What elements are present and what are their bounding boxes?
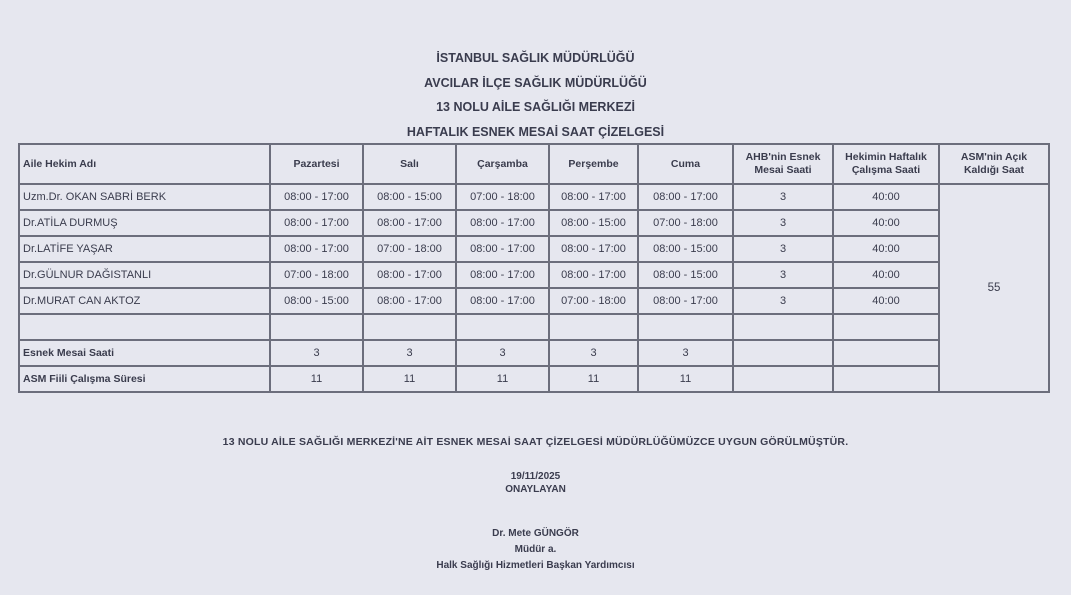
tuesday-hours: 07:00 - 18:00 (363, 236, 456, 262)
empty-row (19, 314, 1049, 340)
esnek-mesai-row (19, 340, 1049, 366)
fiili-thursday: 11 (549, 366, 638, 392)
fiili-monday: 11 (270, 366, 363, 392)
table-header-row (19, 144, 1049, 184)
fiili-wednesday: 11 (456, 366, 549, 392)
schedule-table (18, 143, 1050, 393)
empty-cell (549, 314, 638, 340)
empty-cell (19, 314, 270, 340)
col-header-asm-open-hours: ASM'nin Açık Kaldığı Saat (939, 144, 1049, 184)
monday-hours: 08:00 - 17:00 (270, 210, 363, 236)
doctor-name: Dr.MURAT CAN AKTOZ (19, 288, 270, 314)
monday-hours: 07:00 - 18:00 (270, 262, 363, 288)
col-header-ahb-flex-hours: AHB'nin Esnek Mesai Saati (733, 144, 833, 184)
fiili-tuesday: 11 (363, 366, 456, 392)
empty-cell (456, 314, 549, 340)
fiili-calisma-label: ASM Fiili Çalışma Süresi (19, 366, 270, 392)
wednesday-hours: 08:00 - 17:00 (456, 236, 549, 262)
col-header-thursday: Perşembe (549, 144, 638, 184)
tuesday-hours: 08:00 - 17:00 (363, 262, 456, 288)
document-header (0, 46, 1071, 144)
weekly-hours: 40:00 (833, 262, 939, 288)
monday-hours: 08:00 - 15:00 (270, 288, 363, 314)
signature-block (0, 470, 1071, 574)
table-row (19, 210, 1049, 236)
header-center: 13 NOLU AİLE SAĞLIĞI MERKEZİ (436, 100, 635, 114)
approval-date: 19/11/2025 (510, 471, 561, 482)
thursday-hours: 08:00 - 17:00 (549, 236, 638, 262)
fiili-friday: 11 (638, 366, 733, 392)
flex-hours: 3 (733, 210, 833, 236)
monday-hours: 08:00 - 17:00 (270, 184, 363, 210)
empty-cell (363, 314, 456, 340)
thursday-hours: 08:00 - 17:00 (549, 184, 638, 210)
table-row (19, 184, 1049, 210)
friday-hours: 07:00 - 18:00 (638, 210, 733, 236)
wednesday-hours: 08:00 - 17:00 (456, 288, 549, 314)
weekly-hours: 40:00 (833, 236, 939, 262)
approval-statement: 13 NOLU AİLE SAĞLIĞI MERKEZİ'NE AİT ESNEK MESAİ SAAT ÇİZELGESİ MÜDÜRLÜĞÜMÜZCE UYGUN GÖRÜLMÜŞTÜR. (222, 436, 849, 448)
thursday-hours: 08:00 - 17:00 (549, 262, 638, 288)
col-header-monday: Pazartesi (270, 144, 363, 184)
empty-cell (270, 314, 363, 340)
flex-hours: 3 (733, 184, 833, 210)
esnek-wednesday: 3 (456, 340, 549, 366)
doctor-name: Dr.ATİLA DURMUŞ (19, 210, 270, 236)
header-ministry: İSTANBUL SAĞLIK MÜDÜRLÜĞÜ (436, 51, 635, 65)
esnek-monday: 3 (270, 340, 363, 366)
empty-cell (833, 314, 939, 340)
asm-open-hours-value: 55 (939, 184, 1049, 392)
weekly-hours: 40:00 (833, 184, 939, 210)
empty-cell (733, 314, 833, 340)
doctor-name: Dr.LATİFE YAŞAR (19, 236, 270, 262)
tuesday-hours: 08:00 - 15:00 (363, 184, 456, 210)
approver-role: ONAYLAYAN (505, 484, 566, 495)
table-row (19, 262, 1049, 288)
empty-cell (833, 366, 939, 392)
thursday-hours: 07:00 - 18:00 (549, 288, 638, 314)
flex-hours: 3 (733, 236, 833, 262)
doctor-name: Uzm.Dr. OKAN SABRİ BERK (19, 184, 270, 210)
weekly-hours: 40:00 (833, 288, 939, 314)
flex-hours: 3 (733, 288, 833, 314)
monday-hours: 08:00 - 17:00 (270, 236, 363, 262)
col-header-wednesday: Çarşamba (456, 144, 549, 184)
col-header-weekly-hours: Hekimin Haftalık Çalışma Saati (833, 144, 939, 184)
esnek-thursday: 3 (549, 340, 638, 366)
empty-cell (638, 314, 733, 340)
header-district: AVCILAR İLÇE SAĞLIK MÜDÜRLÜĞÜ (424, 75, 647, 90)
doctor-name: Dr.GÜLNUR DAĞISTANLI (19, 262, 270, 288)
wednesday-hours: 08:00 - 17:00 (456, 210, 549, 236)
signatory-office: Halk Sağlığı Hizmetleri Başkan Yardımcısı (436, 560, 635, 571)
col-header-tuesday: Salı (363, 144, 456, 184)
tuesday-hours: 08:00 - 17:00 (363, 210, 456, 236)
esnek-tuesday: 3 (363, 340, 456, 366)
empty-cell (833, 340, 939, 366)
signatory-name: Dr. Mete GÜNGÖR (492, 528, 579, 539)
thursday-hours: 08:00 - 15:00 (549, 210, 638, 236)
friday-hours: 08:00 - 15:00 (638, 236, 733, 262)
wednesday-hours: 07:00 - 18:00 (456, 184, 549, 210)
col-header-doctor-name: Aile Hekim Adı (19, 144, 270, 184)
esnek-friday: 3 (638, 340, 733, 366)
empty-cell (733, 340, 833, 366)
col-header-friday: Cuma (638, 144, 733, 184)
document-title: HAFTALIK ESNEK MESAİ SAAT ÇİZELGESİ (406, 124, 665, 139)
friday-hours: 08:00 - 17:00 (638, 184, 733, 210)
table-row (19, 236, 1049, 262)
friday-hours: 08:00 - 15:00 (638, 262, 733, 288)
friday-hours: 08:00 - 17:00 (638, 288, 733, 314)
signatory-position: Müdür a. (514, 544, 557, 555)
weekly-hours: 40:00 (833, 210, 939, 236)
flex-hours: 3 (733, 262, 833, 288)
table-row (19, 288, 1049, 314)
tuesday-hours: 08:00 - 17:00 (363, 288, 456, 314)
esnek-mesai-label: Esnek Mesai Saati (19, 340, 270, 366)
wednesday-hours: 08:00 - 17:00 (456, 262, 549, 288)
fiili-calisma-row (19, 366, 1049, 392)
empty-cell (733, 366, 833, 392)
